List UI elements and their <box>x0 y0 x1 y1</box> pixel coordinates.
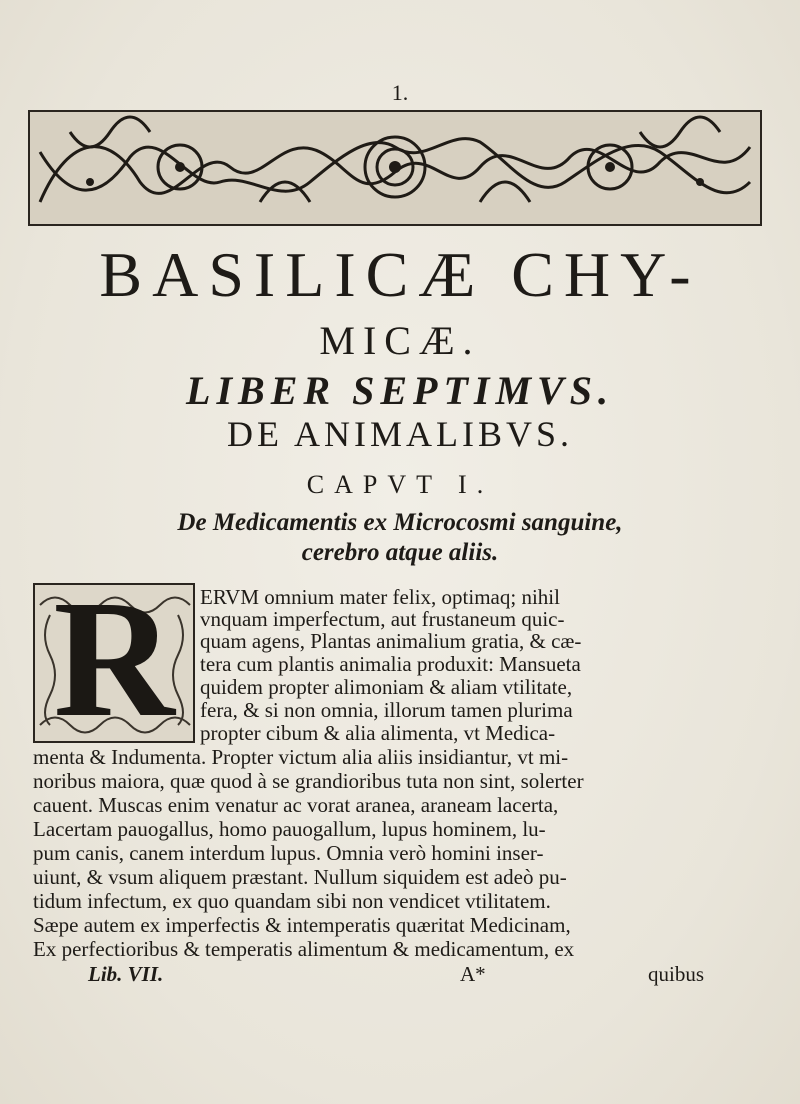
body-line: quam agens, Plantas animalium gratia, & cæ- <box>200 629 582 653</box>
body-line: pum canis, canem interdum lupus. Omnia verò homini inser- <box>33 841 544 865</box>
body-line: menta & Indumenta. Propter victum alia aliis insidiantur, vt mi- <box>33 745 569 769</box>
book-title-line-2: MICÆ. <box>319 318 481 363</box>
body-line: cauent. Muscas enim venatur ac vorat aranea, araneam lacerta, <box>33 793 559 817</box>
body-line: Sæpe autem ex imperfectis & intemperatis quæritat Medicinam, <box>33 913 571 937</box>
page-number: 1. <box>391 80 409 105</box>
book-title-line-4: DE ANIMALIBVS. <box>226 414 573 454</box>
body-line: ERVM omnium mater felix, optimaq; nihil <box>200 585 560 609</box>
body-line: tidum infectum, ex quo quandam sibi non vendicet vtilitatem. <box>33 889 551 913</box>
footer-book-number: Lib. VII. <box>88 962 164 986</box>
chapter-heading: CAPVT I. <box>306 470 494 499</box>
drop-cap-letter: R <box>53 566 175 752</box>
body-line: uiunt, & vsum aliquem præstant. Nullum siquidem est adeò pu- <box>33 865 567 889</box>
decorated-initial <box>33 566 195 752</box>
book-title-line-3: LIBER SEPTIMVS. <box>186 368 614 413</box>
body-line: noribus maiora, quæ quod à se grandioribus tuta non sint, solerter <box>33 769 584 793</box>
body-line: quidem propter alimoniam & aliam vtilitate, <box>200 675 573 699</box>
ornamental-headpiece <box>28 110 762 226</box>
body-line: propter cibum & alia alimenta, vt Medica- <box>200 721 556 745</box>
body-line: vnquam imperfectum, aut frustaneum quic- <box>200 607 565 631</box>
body-line: tera cum plantis animalia produxit: Mansueta <box>200 652 581 676</box>
body-line: fera, & si non omnia, illorum tamen plurima <box>200 698 573 722</box>
body-line: Ex perfectioribus & temperatis alimentum & medicamentum, ex <box>33 937 575 961</box>
chapter-subtitle-line-2: cerebro atque aliis. <box>301 539 499 566</box>
book-title-line-1: BASILICÆ CHY- <box>99 239 701 310</box>
body-line: Lacertam pauogallus, homo pauogallum, lupus hominem, lu- <box>33 817 546 841</box>
footer-catchword: quibus <box>648 962 705 986</box>
chapter-subtitle <box>0 508 800 568</box>
footer-signature-mark: A* <box>460 962 486 986</box>
chapter-subtitle-line-1: De Medicamentis ex Microcosmi sanguine, <box>177 509 623 536</box>
